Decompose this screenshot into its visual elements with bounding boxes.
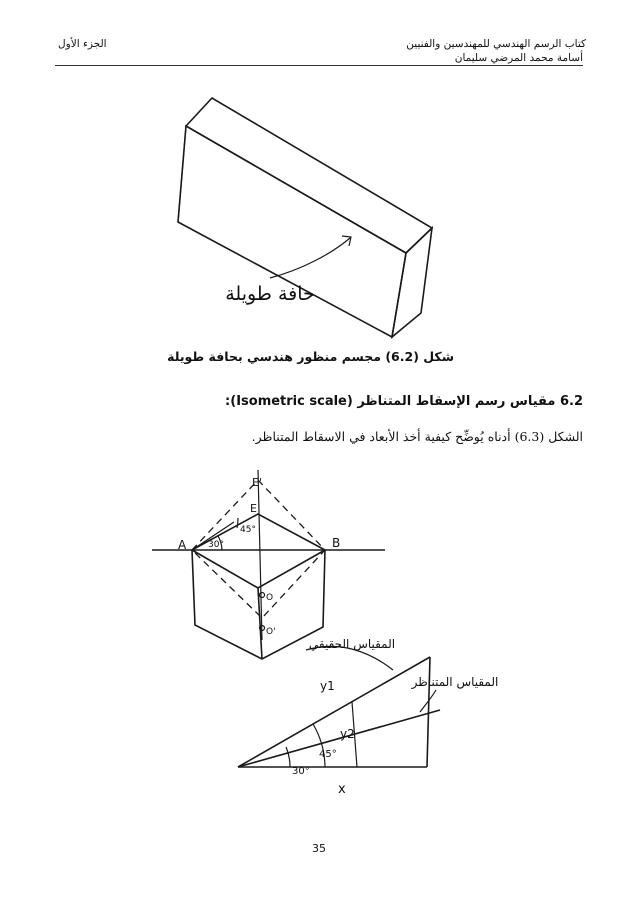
label-true-scale: المقياس الحقيقي xyxy=(308,637,396,651)
label-e: E xyxy=(250,502,257,515)
section-paragraph: الشكل (6.3) أدناه يُوضِّح كيفية أخذ الأبعاد في الاسقاط المتناظر. xyxy=(251,429,583,444)
scale-arc-30 xyxy=(286,747,290,767)
label-y1: y1 xyxy=(320,679,335,693)
angle-arc-45 xyxy=(237,518,238,528)
handwritten-long-edge-label: حافة طويلة xyxy=(225,283,315,305)
scale-triangle xyxy=(238,646,440,767)
label-a: A xyxy=(178,538,187,552)
header-book-title: كتاب الرسم الهندسي للمهندسين والفنيين xyxy=(406,38,586,50)
label-scale-45: 45° xyxy=(319,749,337,760)
header-part: الجزء الأول xyxy=(58,38,107,50)
label-angle-45: 45° xyxy=(240,525,256,535)
label-scale-30: 30° xyxy=(292,766,310,777)
page-number: 35 xyxy=(312,842,326,855)
label-o: O xyxy=(266,593,274,603)
label-o-prime: O' xyxy=(266,627,276,637)
label-angle-30: 30° xyxy=(208,540,224,550)
label-iso-scale: المقياس المتناظر xyxy=(411,675,499,689)
iso-scale-line xyxy=(238,710,440,767)
cube-mid-edges xyxy=(192,550,325,588)
label-x: x xyxy=(338,782,346,797)
label-e-prime: E' xyxy=(252,476,262,489)
section-heading: 6.2 مقياس رسم الإسقاط المتناظر (Isometric scale): xyxy=(225,394,583,409)
label-b: B xyxy=(332,536,341,550)
header-author: أسامة محمد المرضي سليمان xyxy=(454,52,583,64)
figure-6-2-caption: شكل (6.2) مجسم منظور هندسي بحافة طويلة xyxy=(167,349,454,364)
label-y2: y2 xyxy=(340,727,355,741)
scale-right-edge xyxy=(427,657,430,767)
